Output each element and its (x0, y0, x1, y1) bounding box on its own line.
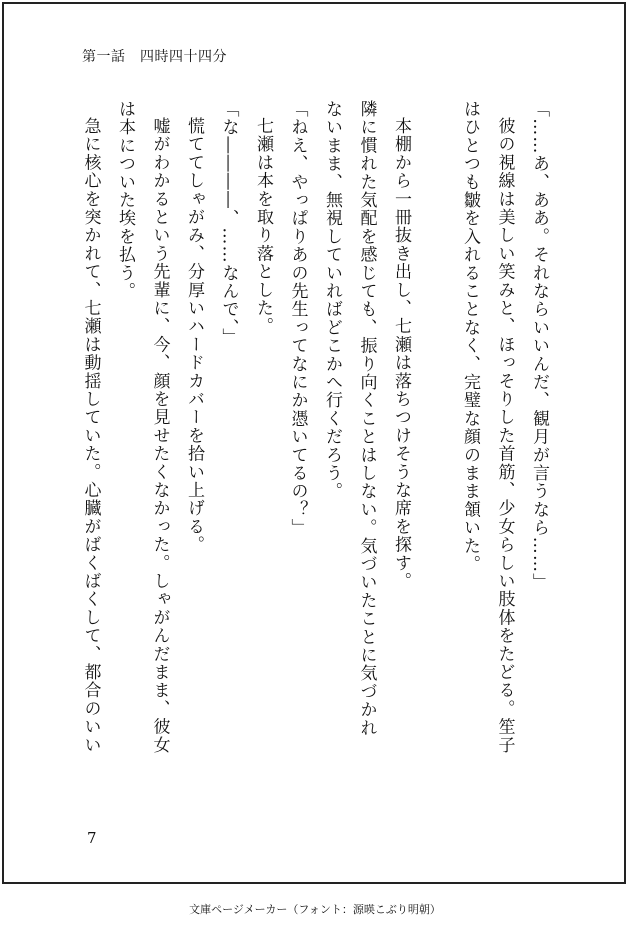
text-line: 「……あ、ああ。それならいいんだ、観月が言うなら……」 (529, 100, 549, 592)
text-line: ないまま、無視していればどこかへ行くだろう。 (322, 100, 342, 501)
blank-line (418, 100, 453, 800)
text-line: 本棚から一冊抜き出し、七瀬は落ちつけそうな席を探す。 (391, 117, 411, 591)
text-line: 「ねえ、やっぱりあの先生ってなにか憑いてるの？」 (287, 100, 308, 537)
page-number: 7 (87, 829, 97, 847)
text-line: 七瀬は本を取り落とした。 (253, 117, 273, 336)
text-line: 急に核心を突かれて、七瀬は動揺していた。心臓がばくばくして、都合のいい (80, 117, 101, 754)
text-line: はひとつも皺を入れることなく、完璧な顔のまま頷いた。 (460, 100, 480, 574)
text-line: 慌ててしゃがみ、分厚いハードカバーを拾い上げる。 (184, 117, 204, 554)
text-line: は本についた埃を払う。 (115, 100, 135, 301)
footer-caption: 文庫ページメーカー（フォント：源暎こぶり明朝） (189, 903, 441, 916)
chapter-title: 第一話 四時四十四分 (82, 49, 227, 65)
text-line: 彼の視線は美しい笑みと、ほっそりした首筋、少女らしい肢体をたどる。笙子 (494, 117, 515, 754)
vertical-body-text (73, 100, 556, 800)
page-frame (2, 2, 626, 884)
text-line: 隣に慣れた気配を感じても、振り向くことはしない。気づいたことに気づかれ (356, 100, 377, 737)
text-line: 嘘がわかるという先輩に、今、顔を見せたくなかった。しゃがんだまま、彼女 (149, 117, 170, 754)
text-line: 「な――――、……なんで、」 (218, 100, 239, 347)
